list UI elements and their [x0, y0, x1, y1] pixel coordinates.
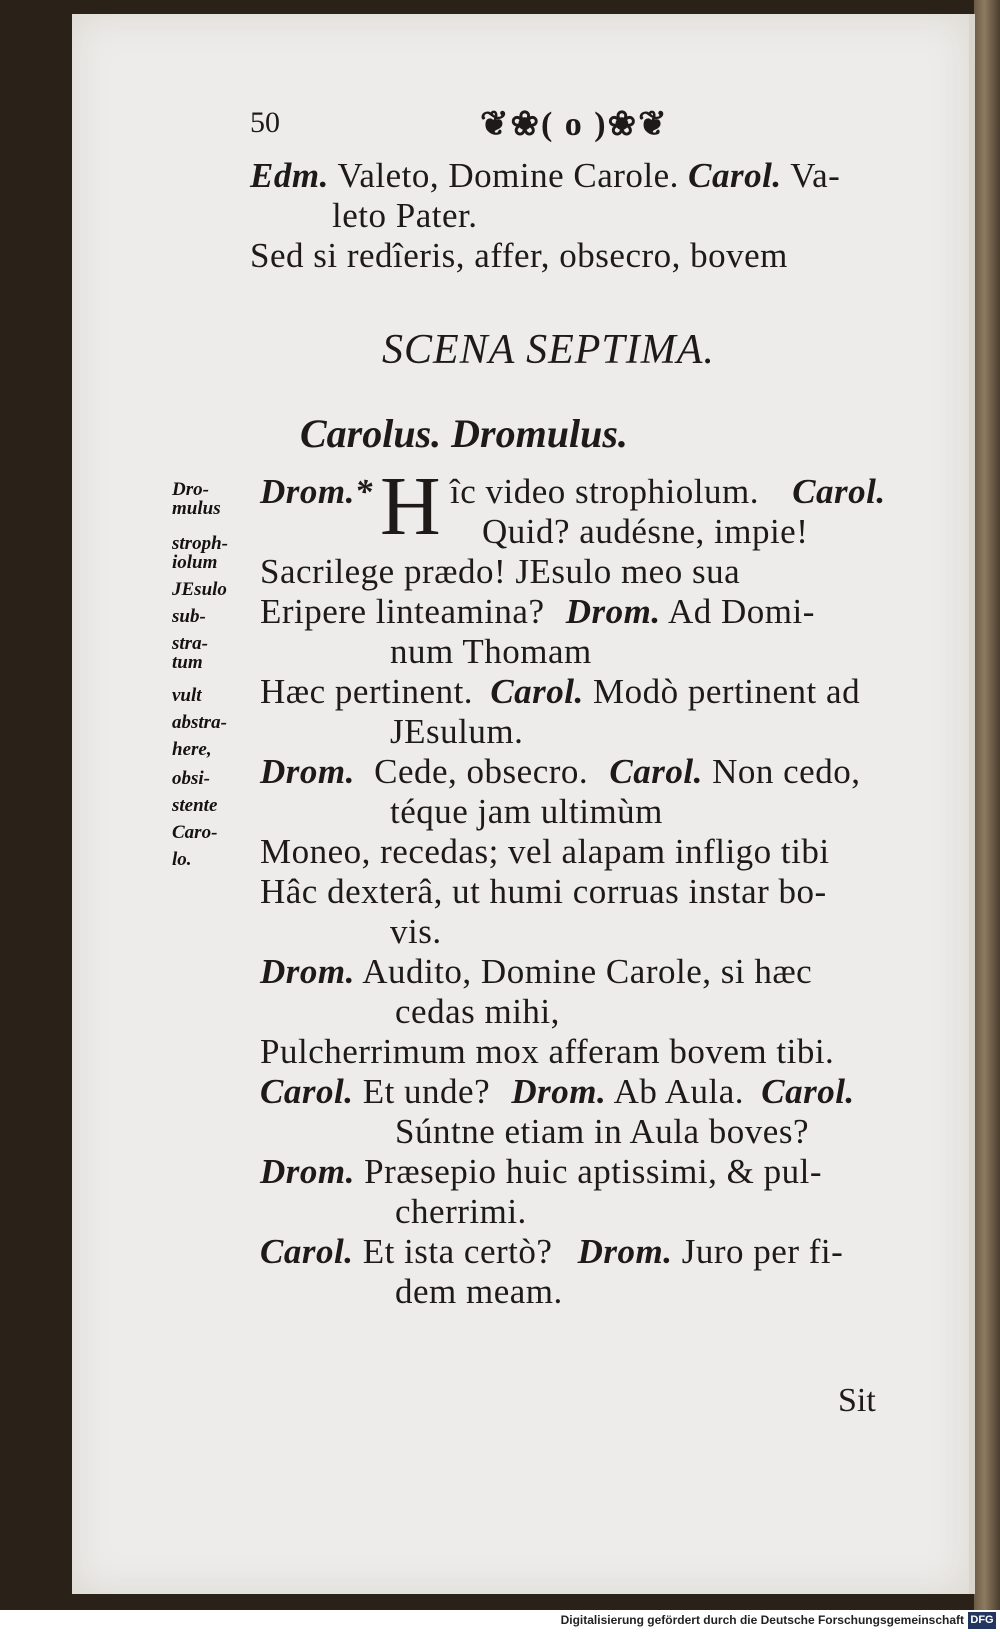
- speaker-label: Carol.: [260, 1232, 354, 1271]
- text-line: cedas mihi,: [395, 992, 560, 1031]
- text-line: [260, 752, 860, 792]
- dialogue-text: Audito, Domine Carole, si hæc: [362, 952, 813, 991]
- speaker-label: Carol.: [688, 156, 782, 195]
- text-line: [260, 952, 812, 992]
- speaker-label: Carol.: [609, 752, 703, 791]
- catchword: Sit: [838, 1382, 876, 1419]
- dialogue-text: Cede, obsecro.: [374, 752, 589, 791]
- dialogue-text: Præsepio huic aptissimi, & pul-: [364, 1152, 822, 1191]
- text-line: [250, 156, 840, 196]
- speaker-label: Drom.: [260, 752, 355, 791]
- text-line: num Thomam: [390, 632, 592, 671]
- dramatis-personae: Carolus. Dromulus.: [300, 411, 628, 456]
- speaker-label: Drom.: [260, 952, 355, 991]
- dialogue-text: Et unde?: [362, 1072, 491, 1111]
- text-line: dem meam.: [395, 1272, 563, 1311]
- speaker-label: Carol.: [260, 1072, 354, 1111]
- text-line: [450, 472, 886, 512]
- speaker-label: Carol.: [490, 672, 584, 711]
- dialogue-text: îc video strophiolum.: [450, 472, 759, 511]
- text-line: [260, 1072, 855, 1112]
- text-line: JEsulum.: [390, 712, 524, 751]
- speaker-label: Edm.: [250, 156, 329, 195]
- dialogue-text: Juro per fi-: [681, 1232, 844, 1271]
- dialogue-text: Valeto, Domine Carole.: [337, 156, 679, 195]
- text-line: Hâc dexterâ, ut humi corruas instar bo-: [260, 872, 827, 911]
- dialogue-text: Eripere linteamina?: [260, 592, 545, 631]
- text-line: [260, 1232, 843, 1272]
- speaker-label: Carol.: [761, 1072, 855, 1111]
- dialogue-text: Non cedo,: [712, 752, 861, 791]
- speaker-label: Drom.*: [260, 472, 373, 511]
- dialogue-text: Hæc pertinent.: [260, 672, 474, 711]
- text-line: leto Pater.: [332, 196, 478, 235]
- text-line: Pulcherrimum mox afferam bovem tibi.: [260, 1032, 835, 1071]
- dialogue-text: Modò pertinent ad: [593, 672, 861, 711]
- speaker-label: Carol.: [792, 472, 886, 511]
- text-line: Sed si redîeris, affer, obsecro, bovem: [250, 236, 788, 275]
- page-number: 50: [250, 106, 280, 139]
- drop-cap: H: [380, 460, 441, 553]
- dialogue-text: Et ista certò?: [362, 1232, 553, 1271]
- text-line: Quid? audésne, impie!: [482, 512, 809, 551]
- scene-title: SCENA SEPTIMA.: [382, 327, 715, 373]
- text-line: Súntne etiam in Aula boves?: [395, 1112, 809, 1151]
- text-line: cherrimi.: [395, 1192, 527, 1231]
- speaker-label: Drom.: [511, 1072, 607, 1111]
- speaker-label: Drom.: [577, 1232, 673, 1271]
- digitization-credit: Digitalisierung gefördert durch die Deutsche Forschungsgemeinschaft: [560, 1613, 964, 1627]
- speaker-label: Drom.: [260, 1152, 355, 1191]
- text-line: vis.: [390, 912, 442, 951]
- text-line: [260, 672, 860, 712]
- header-ornament: ❦❀( o )❀❦: [480, 106, 669, 143]
- dialogue-text: Va-: [790, 156, 841, 195]
- text-line: [260, 472, 373, 512]
- dialogue-text: Ad Domi-: [667, 592, 815, 631]
- margin-note: Dro- mulus stroph- iolum JEsulo sub- stra- tum vult abstra- here, obsi- stente Caro- lo.: [172, 479, 228, 870]
- book-edge: [974, 0, 1000, 1610]
- text-line: [260, 1152, 822, 1192]
- text-line: Moneo, recedas; vel alapam infligo tibi: [260, 832, 830, 871]
- text-line: téque jam ultimùm: [390, 792, 663, 831]
- book-page: [72, 14, 975, 1594]
- text-line: Sacrilege prædo! JEsulo meo sua: [260, 552, 741, 591]
- speaker-label: Drom.: [565, 592, 661, 631]
- text-line: [260, 592, 815, 632]
- dialogue-text: Ab Aula.: [613, 1072, 744, 1111]
- dfg-logo: DFG: [968, 1612, 996, 1629]
